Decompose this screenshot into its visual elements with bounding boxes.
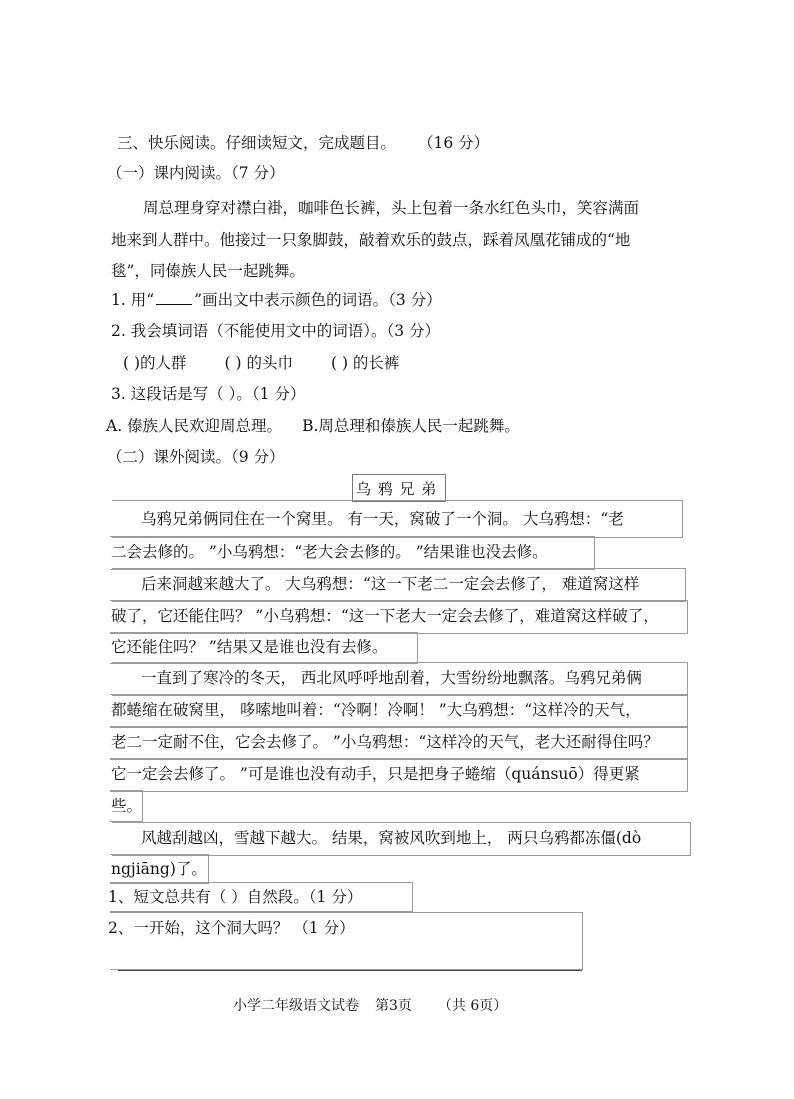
option-a[interactable]: A. 傣族人民欢迎周总理。 — [106, 417, 283, 435]
question-2: 2. 我会填词语（不能使用文中的词语）。（3 分） — [111, 322, 441, 340]
option-b[interactable]: B.周总理和傣族人民一起跳舞。 — [302, 417, 520, 435]
question-3-options — [106, 416, 520, 436]
passage1-line: 周总理身穿对襟白褂，咖啡色长裤，头上包着一条水红色头巾，笑容满面 — [143, 199, 640, 217]
story-line: 它还能住吗？ ”结果又是谁也没有去修。 — [111, 638, 388, 656]
part2-title: （二）课外阅读。（9 分） — [107, 448, 285, 466]
story-line: 些。 — [111, 797, 143, 815]
story-line: 老二一定耐不住，它会去修了。 ”小乌鸦想：“这样冷的天气，老大还耐得住吗？ — [111, 733, 659, 751]
question-2-blanks — [123, 353, 399, 373]
story-line: 二会去修的。 ”小乌鸦想：“老大会去修的。 ”结果谁也没去修。 — [111, 543, 548, 561]
sub-question-1: 1、短文总共有（ ）自然段。（1 分） — [108, 888, 363, 906]
sub-question-2: 2、一开始，这个洞大吗？ （1 分） — [108, 919, 355, 937]
footer-total: （共 6页） — [437, 998, 508, 1014]
fill-blank[interactable]: ( ) 的长裤 — [330, 354, 400, 372]
story-line: 它一定会去修了。 ”可是谁也没有动手，只是把身子蜷缩（quánsuō）得更紧 — [111, 765, 640, 783]
section-heading: 三、快乐阅读。仔细读短文，完成题目。 （16 分） — [117, 134, 490, 152]
answer-line — [118, 970, 582, 971]
story-line: 风越刮越凶，雪越下越大。 结果，窝被风吹到地上， 两只乌鸦都冻僵(dò — [141, 829, 642, 847]
story-line: 一直到了寒冷的冬天， 西北风呼呼地刮着，大雪纷纷地飘落。乌鸦兄弟俩 — [141, 669, 642, 687]
story-line: 都蜷缩在破窝里， 哆嗦地叫着：“冷啊！冷啊！ ”大乌鸦想：“这样冷的天气， — [111, 701, 641, 719]
story-line: 乌鸦兄弟俩同住在一个窝里。 有一天，窝破了一个洞。 大乌鸦想：“老 — [141, 510, 624, 528]
footer-exam: 小学二年级语文试卷 — [233, 998, 359, 1014]
answer-blank[interactable] — [156, 290, 192, 305]
footer — [233, 996, 507, 1016]
story-title: 乌 鸦 兄 弟 — [356, 480, 438, 498]
story-line: 破了，它还能住吗？ ”小乌鸦想：“这一下老大一定会去修了，难道窝这样破了， — [111, 607, 659, 625]
story-line: 后来洞越来越大了。 大乌鸦想：“这一下老二一定会去修了， 难道窝这样 — [141, 575, 640, 593]
fill-blank[interactable]: ( )的人群 — [123, 354, 187, 372]
story-line: ngjiāng)了。 — [111, 860, 207, 878]
passage1-line: 地来到人群中。他接过一只象脚鼓，敲着欢乐的鼓点，踩着凤凰花铺成的“地 — [111, 231, 631, 249]
part1-title: （一）课内阅读。（7 分） — [107, 164, 285, 182]
passage1-line: 毯”，同傣族人民一起跳舞。 — [111, 262, 305, 280]
question-1: 1. 用“ ”画出文中表示颜色的词语。（3 分） — [111, 291, 442, 309]
fill-blank[interactable]: ( ) 的头巾 — [224, 354, 293, 372]
footer-page: 第3页 — [375, 998, 412, 1014]
question-3: 3. 这段话是写（ ）。（1 分） — [111, 385, 306, 403]
